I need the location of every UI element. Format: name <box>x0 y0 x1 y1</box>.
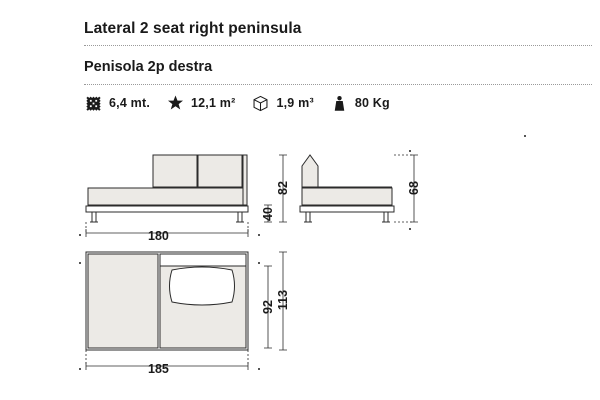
cube-icon <box>251 94 270 113</box>
plan-inner-depth-label: 92 <box>261 300 275 314</box>
spec-weight <box>330 94 390 113</box>
spec-row <box>84 92 406 114</box>
guide-dot <box>79 368 81 370</box>
guide-dot <box>258 262 260 264</box>
page-title-en: Lateral 2 seat right peninsula <box>84 20 302 37</box>
star-icon <box>166 94 185 113</box>
divider-bottom <box>84 84 592 85</box>
guide-dot <box>409 150 411 152</box>
front-back-height-label: 82 <box>276 181 290 195</box>
side-height-label: 68 <box>407 181 421 195</box>
plan-depth-label: 113 <box>276 289 290 311</box>
front-seat-height-label: 40 <box>261 207 275 221</box>
front-dimensions <box>86 155 287 237</box>
spec-fabric <box>84 94 150 113</box>
spec-area-value: 12,1 m² <box>191 96 236 110</box>
plan-dimensions <box>86 252 287 370</box>
guide-dot <box>79 262 81 264</box>
spec-weight-value: 80 Kg <box>354 96 390 110</box>
guide-dot <box>258 234 260 236</box>
guide-dot <box>524 135 526 137</box>
spec-area <box>166 94 235 113</box>
guide-dot <box>79 234 81 236</box>
fabric-swatch-icon <box>84 94 103 113</box>
plan-width-label: 185 <box>148 362 169 376</box>
guide-dot <box>258 368 260 370</box>
front-elevation <box>86 155 248 222</box>
side-elevation <box>300 155 394 222</box>
divider-top <box>84 45 592 46</box>
guide-dot <box>409 228 411 230</box>
weight-icon <box>330 94 349 113</box>
page-title-it: Penisola 2p destra <box>84 59 213 75</box>
plan-view <box>86 252 248 350</box>
spec-volume-value: 1,9 m³ <box>276 96 314 110</box>
spec-fabric-value: 6,4 mt. <box>109 96 150 110</box>
spec-volume <box>251 94 313 113</box>
front-width-label: 180 <box>148 229 169 243</box>
